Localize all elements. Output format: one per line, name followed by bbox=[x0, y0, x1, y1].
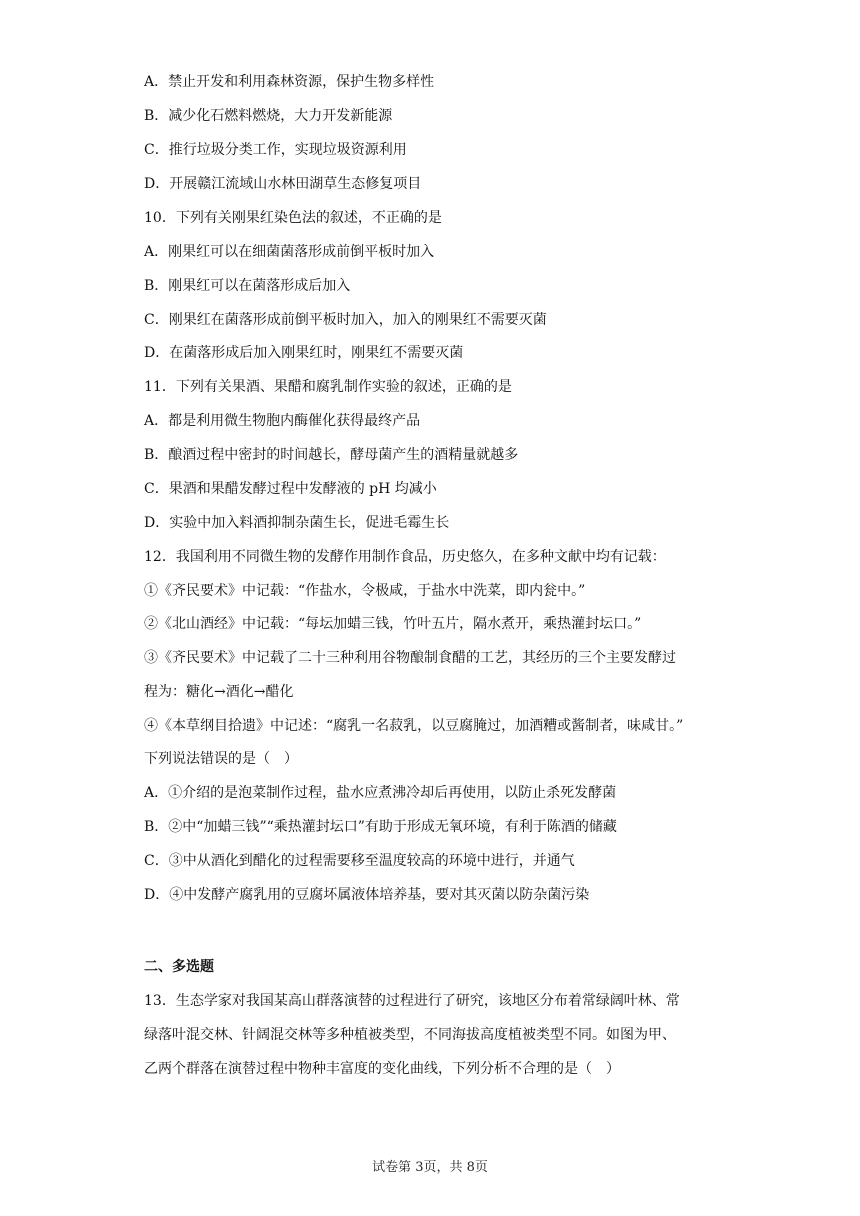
q10-stem: 10．下列有关刚果红染色法的叙述，不正确的是 bbox=[144, 210, 442, 226]
q9-option-d: D．开展赣江流域山水林田湖草生态修复项目 bbox=[144, 176, 422, 192]
q11-option-c: C．果酒和果醋发酵过程中发酵液的 pH 均减小 bbox=[144, 481, 437, 497]
q12-item-2: ②《北山酒经》中记载：“每坛加蜡三钱，竹叶五片，隔水煮开，乘热灌封坛口。” bbox=[144, 616, 642, 632]
q12-item-4: ④《本草纲目拾遗》中记述：“腐乳一名菽乳，以豆腐腌过，加酒糟或酱制者，味咸甘。” bbox=[144, 718, 684, 734]
q10-option-d: D．在菌落形成后加入刚果红时，刚果红不需要灭菌 bbox=[144, 345, 464, 361]
q12-option-a: A．①介绍的是泡菜制作过程，盐水应煮沸冷却后再使用，以防止杀死发酵菌 bbox=[144, 785, 617, 801]
q13-line-2: 绿落叶混交林、针阔混交林等多种植被类型，不同海拔高度植被类型不同。如图为甲、 bbox=[144, 1027, 676, 1043]
q9-option-a: A．禁止开发和利用森林资源，保护生物多样性 bbox=[144, 74, 435, 90]
q12-option-c: C．③中从酒化到醋化的过程需要移至温度较高的环境中进行，并通气 bbox=[144, 853, 575, 869]
q13-line-3: 乙两个群落在演替过程中物种丰富度的变化曲线，下列分析不合理的是（ ） bbox=[144, 1061, 620, 1077]
q9-option-c: C．推行垃圾分类工作，实现垃圾资源利用 bbox=[144, 142, 407, 158]
page-footer: 试卷第 3页，共 8页 bbox=[372, 1160, 488, 1175]
q12-item-1: ①《齐民要术》中记载：“作盐水，令极咸，于盐水中洗菜，即内瓮中。” bbox=[144, 583, 586, 599]
q12-question: 下列说法错误的是（ ） bbox=[144, 751, 298, 767]
q11-stem: 11．下列有关果酒、果醋和腐乳制作实验的叙述，正确的是 bbox=[144, 379, 512, 395]
q12-option-d: D．④中发酵产腐乳用的豆腐坏属液体培养基，要对其灭菌以防杂菌污染 bbox=[144, 887, 590, 903]
q10-option-a: A．刚果红可以在细菌菌落形成前倒平板时加入 bbox=[144, 244, 435, 260]
q13-line-1: 13．生态学家对我国某高山群落演替的过程进行了研究，该地区分布着常绿阔叶林、常 bbox=[144, 993, 680, 1009]
q10-option-c: C．刚果红在菌落形成前倒平板时加入，加入的刚果红不需要灭菌 bbox=[144, 312, 547, 328]
q11-option-a: A．都是利用微生物胞内酶催化获得最终产品 bbox=[144, 413, 421, 429]
section-heading-multi-choice: 二、多选题 bbox=[144, 959, 214, 975]
q12-item-3: ③《齐民要术》中记载了二十三种利用谷物酿制食醋的工艺，其经历的三个主要发酵过 bbox=[144, 650, 676, 666]
q12-stem: 12．我国利用不同微生物的发酵作用制作食品，历史悠久，在多种文献中均有记载： bbox=[144, 549, 666, 565]
q11-option-d: D．实验中加入料酒抑制杂菌生长，促进毛霉生长 bbox=[144, 515, 450, 531]
q12-option-b: B．②中“加蜡三钱”“乘热灌封坛口”有助于形成无氧环境，有利于陈酒的储藏 bbox=[144, 819, 617, 835]
q11-option-b: B．酿酒过程中密封的时间越长，酵母菌产生的酒精量就越多 bbox=[144, 447, 519, 463]
q12-item-3-cont: 程为：糖化→酒化→醋化 bbox=[144, 684, 294, 700]
q10-option-b: B．刚果红可以在菌落形成后加入 bbox=[144, 278, 351, 294]
q9-option-b: B．减少化石燃料燃烧，大力开发新能源 bbox=[144, 108, 393, 124]
